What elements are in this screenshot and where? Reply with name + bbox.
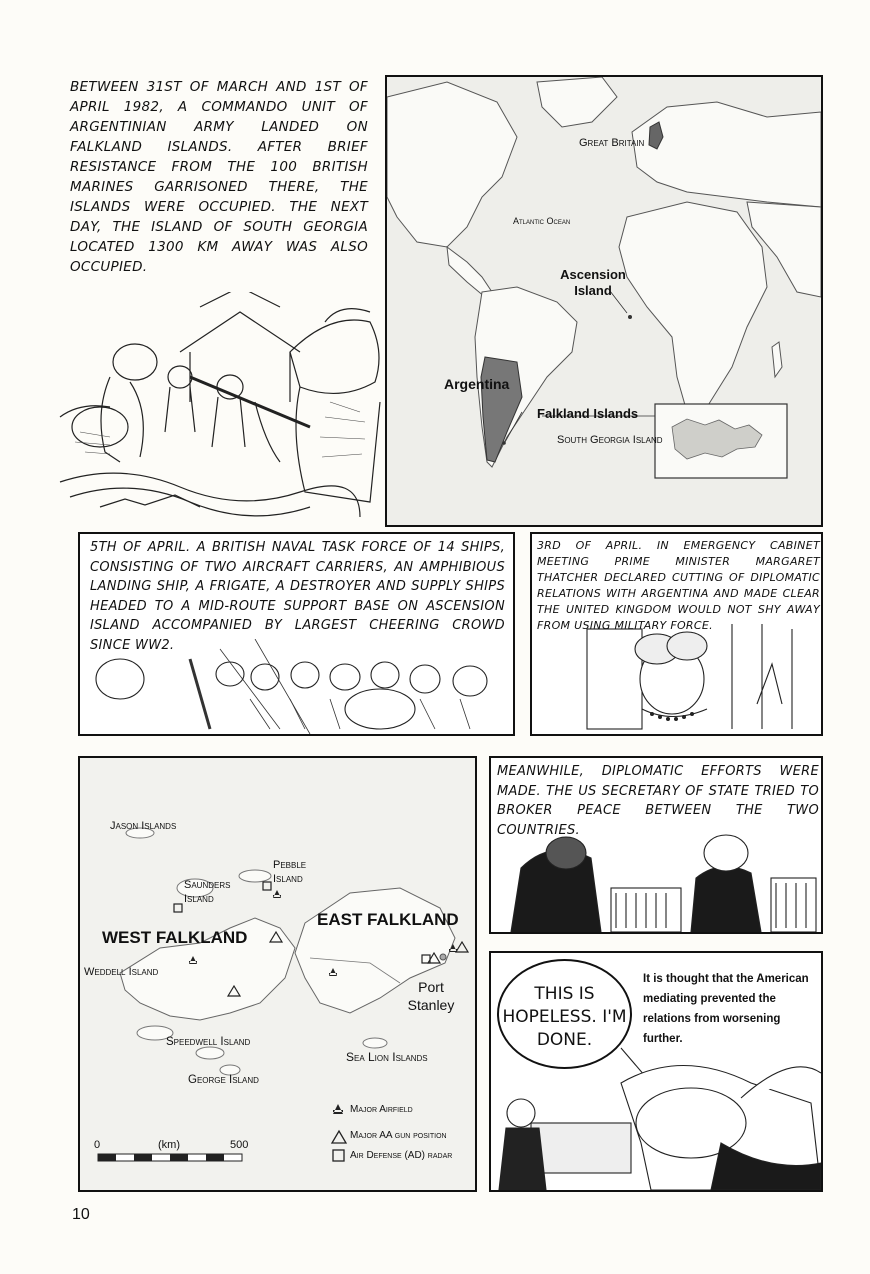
label-sea-lion-islands: Sea Lion Islands: [346, 1050, 428, 1064]
label-weddell-island: Weddell Island: [84, 966, 159, 978]
label-speedwell-island: Speedwell Island: [166, 1036, 251, 1048]
label-jason-islands: [110, 818, 180, 834]
legend-aa-gun: Major AA gun position: [350, 1130, 447, 1141]
diplomacy-caption: MEANWHILE, DIPLOMATIC EFFORTS WERE MADE. THE US SECRETARY OF STATE TRIED TO BROKER PEACE BETWEEN THE TWO COUNTRIES.: [497, 764, 819, 838]
label-argentina: Argentina: [444, 376, 510, 392]
commando-illustration: [40, 292, 385, 524]
saunders-text: Saunders Island: [184, 879, 231, 905]
thatcher-panel: [530, 532, 823, 736]
label-pebble-island: [273, 858, 333, 886]
pebble-text: Pebble Island: [273, 859, 307, 885]
cheering-crowd-illustration: [80, 639, 513, 734]
label-falkland-islands: Falkland Islands: [537, 406, 639, 421]
label-saunders-island: [184, 878, 254, 906]
diplomats-illustration: [491, 828, 821, 932]
scale-start: 0: [94, 1139, 101, 1151]
label-west-falkland: WEST FALKLAND: [102, 928, 248, 947]
legend-airfield: Major Airfield: [350, 1104, 413, 1115]
label-port-stanley: [396, 978, 466, 1014]
scale-unit: (km): [158, 1139, 180, 1151]
speech-text: THIS IS HOPELESS. I'M DONE.: [502, 984, 627, 1050]
scale-end: 500: [230, 1139, 249, 1151]
diplomacy-panel: [489, 756, 823, 934]
legend-radar: Air Defense (AD) radar: [350, 1150, 453, 1161]
task-force-panel: [78, 532, 515, 736]
falkland-map-panel: [78, 756, 477, 1192]
label-ascension-island: [553, 267, 633, 299]
ascension-text: Ascension Island: [560, 267, 626, 298]
port-stanley-text: Port Stanley: [407, 979, 455, 1013]
world-map-panel: [385, 75, 823, 527]
mediation-note: It is thought that the American mediating prevented the relations from worsening further.: [643, 973, 809, 1045]
label-south-georgia: [557, 433, 677, 448]
invasion-caption: BETWEEN 31ST OF MARCH AND 1ST OF APRIL 1982, A COMMANDO UNIT OF ARGENTINIAN ARMY LANDED ON FALKLAND ISLANDS. AFTER BRIEF RESISTANCE FROM THE 100 BRITISH MARINES GARRISONED THERE, THE ISLANDS WERE OCCUPIED. THE NEXT DAY, THE ISLAND OF SOUTH GEORGIA LOCATED 1300 KM AWAY WAS ALSO OCCUPIED.: [70, 79, 368, 275]
thatcher-illustration: [532, 624, 821, 734]
task-force-caption: 5TH OF APRIL. A BRITISH NAVAL TASK FORCE OF 14 SHIPS, CONSISTING OF TWO AIRCRAFT CARRIERS, AN AMPHIBIOUS LANDING SHIP, A FRIGATE, A DESTROYER AND SUPPLY SHIPS HEADED TO A MID-ROUTE SUPPORT BASE ON ASCENSION ISLAND ACCOMPANIED BY LARGEST CHEERING CROWD SINCE WW2.: [90, 540, 505, 653]
label-great-britain: Great Britain: [579, 137, 645, 149]
south-georgia-text: South Georgia Island: [557, 434, 663, 446]
label-east-falkland: EAST FALKLAND: [317, 910, 459, 929]
page-number: 10: [72, 1206, 90, 1223]
label-george-island: George Island: [188, 1074, 259, 1086]
hopeless-panel: [489, 951, 823, 1192]
label-atlantic-ocean: Atlantic Ocean: [513, 216, 571, 226]
secretary-illustration: [491, 1043, 821, 1190]
jason-text: Jason Islands: [110, 820, 177, 832]
thatcher-caption: 3RD OF APRIL. IN EMERGENCY CABINET MEETING PRIME MINISTER MARGARET THATCHER DECLARED CUTTING OF DIPLOMATIC RELATIONS WITH ARGENTINA AND MADE CLEAR THE UNITED KINGDOM WOULD NOT SHY AWAY FROM USING MILITARY FORCE.: [537, 539, 820, 632]
